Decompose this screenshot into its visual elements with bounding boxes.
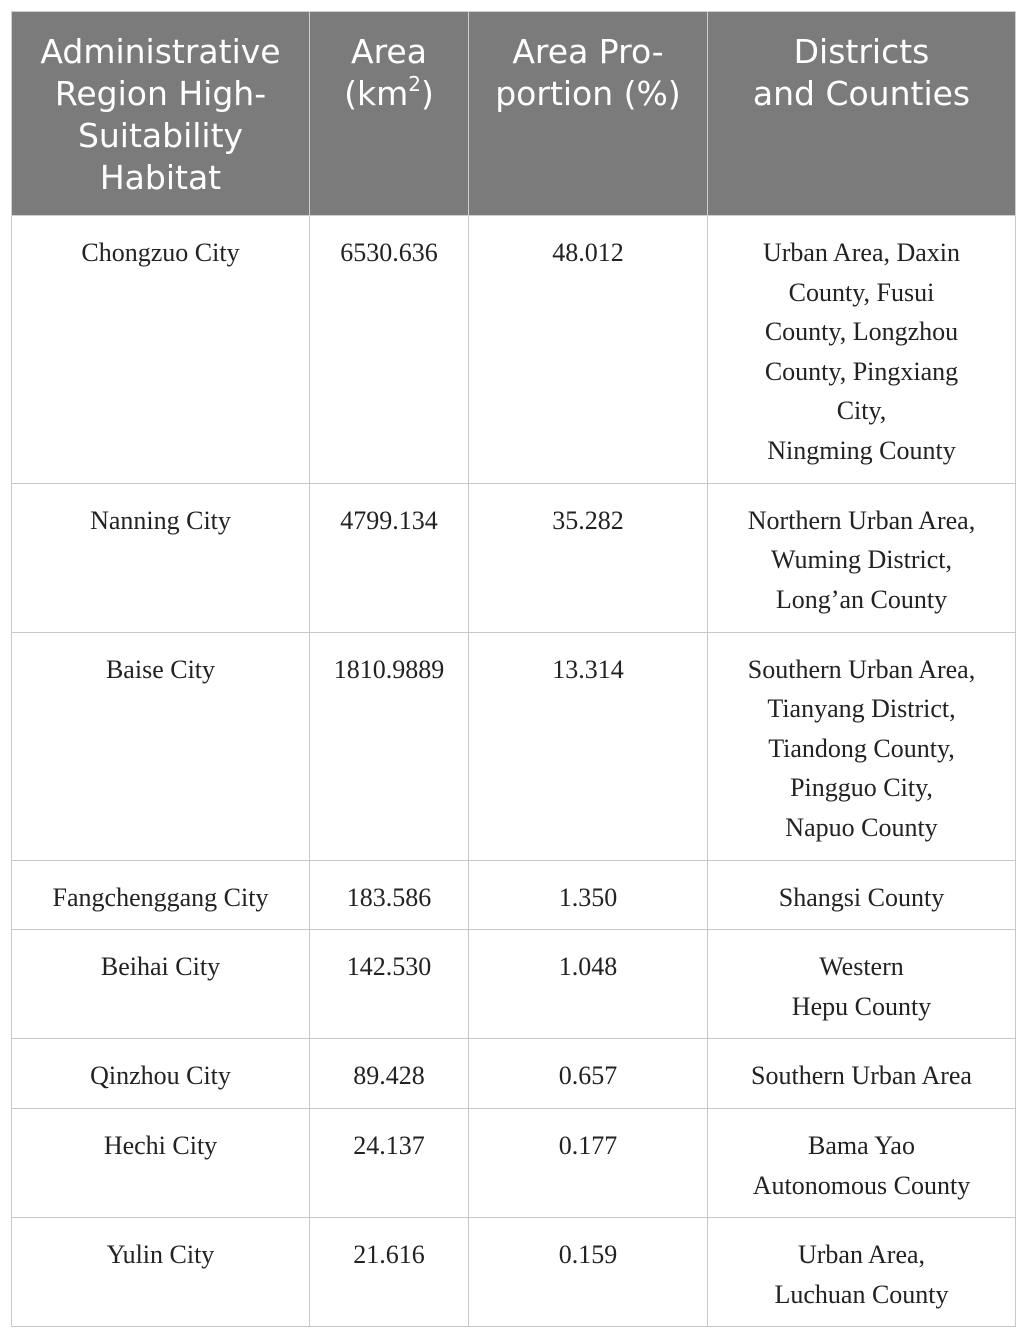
cell-districts bbox=[708, 860, 1016, 930]
cell-proportion: 0.159 bbox=[469, 1218, 708, 1327]
cell-districts bbox=[708, 632, 1016, 860]
table-row bbox=[12, 483, 1016, 632]
header-region-line: Habitat bbox=[99, 158, 222, 197]
district-line: Southern Urban Area, bbox=[747, 654, 976, 684]
cell-area: 4799.134 bbox=[310, 483, 469, 632]
district-line: Urban Area, Daxin bbox=[762, 238, 961, 267]
table-row bbox=[12, 632, 1016, 860]
cell-region: Baise City bbox=[12, 632, 310, 860]
cell-area: 6530.636 bbox=[310, 216, 469, 484]
cell-districts bbox=[708, 1039, 1016, 1109]
habitat-table bbox=[11, 11, 1016, 1327]
cell-region: Yulin City bbox=[12, 1218, 310, 1327]
cell-area: 89.428 bbox=[310, 1039, 469, 1109]
cell-proportion: 35.282 bbox=[469, 483, 708, 632]
cell-districts bbox=[708, 483, 1016, 632]
header-area-unit-close: ) bbox=[421, 74, 434, 113]
header-proportion bbox=[469, 12, 708, 216]
district-line: Luchuan County bbox=[774, 1279, 949, 1309]
cell-districts bbox=[708, 1108, 1016, 1217]
cell-proportion: 1.048 bbox=[469, 930, 708, 1039]
header-districts-line: and Counties bbox=[752, 74, 971, 113]
header-proportion-line: portion (%) bbox=[495, 74, 681, 113]
cell-region: Hechi City bbox=[12, 1108, 310, 1217]
district-line: County, Longzhou bbox=[764, 317, 959, 347]
cell-districts bbox=[708, 1218, 1016, 1327]
cell-region: Beihai City bbox=[12, 930, 310, 1039]
district-line: County, Pingxiang bbox=[764, 356, 959, 386]
cell-proportion: 1.350 bbox=[469, 860, 708, 930]
header-proportion-line: Area Pro- bbox=[512, 32, 664, 71]
district-line: Ningming County bbox=[767, 435, 956, 465]
cell-area: 21.616 bbox=[310, 1218, 469, 1327]
district-line: Southern Urban Area bbox=[751, 1061, 972, 1091]
cell-proportion: 48.012 bbox=[469, 216, 708, 484]
header-region-line: Administrative bbox=[40, 32, 281, 71]
district-line: Pingguo City, bbox=[790, 773, 933, 803]
header-area-unit bbox=[322, 73, 456, 115]
table-header bbox=[12, 12, 1016, 216]
table-row bbox=[12, 860, 1016, 930]
cell-proportion: 0.177 bbox=[469, 1108, 708, 1217]
header-region bbox=[12, 12, 310, 216]
header-region-line: Suitability bbox=[77, 116, 244, 155]
header-area-label: Area bbox=[351, 32, 427, 71]
district-line: Napuo County bbox=[785, 812, 938, 842]
header-region-line: Region High- bbox=[54, 74, 267, 113]
header-districts bbox=[708, 12, 1016, 216]
cell-districts bbox=[708, 930, 1016, 1039]
header-area-unit-text: (km bbox=[344, 74, 409, 113]
cell-districts bbox=[708, 216, 1016, 484]
table-row bbox=[12, 1108, 1016, 1217]
district-line: City, bbox=[836, 396, 887, 426]
district-line: Northern Urban Area, bbox=[747, 505, 976, 535]
cell-proportion: 0.657 bbox=[469, 1039, 708, 1109]
cell-region: Qinzhou City bbox=[12, 1039, 310, 1109]
district-line: Tianyang District, bbox=[767, 694, 956, 724]
district-line: Wuming District, bbox=[771, 545, 952, 575]
header-row bbox=[12, 12, 1016, 216]
table-body bbox=[12, 216, 1016, 1327]
district-line: County, Fusui bbox=[788, 277, 935, 307]
cell-region: Fangchenggang City bbox=[12, 860, 310, 930]
header-districts-line: Districts bbox=[793, 32, 930, 71]
table-row bbox=[12, 930, 1016, 1039]
cell-area: 24.137 bbox=[310, 1108, 469, 1217]
header-area bbox=[310, 12, 469, 216]
cell-area: 1810.9889 bbox=[310, 632, 469, 860]
cell-proportion: 13.314 bbox=[469, 632, 708, 860]
cell-region: Chongzuo City bbox=[12, 216, 310, 484]
district-line: Urban Area, bbox=[797, 1240, 926, 1270]
table-row bbox=[12, 1039, 1016, 1109]
cell-area: 142.530 bbox=[310, 930, 469, 1039]
district-line: Bama Yao bbox=[808, 1130, 915, 1160]
cell-region: Nanning City bbox=[12, 483, 310, 632]
district-line: Hepu County bbox=[791, 991, 932, 1021]
district-line: Tiandong County, bbox=[768, 733, 955, 763]
table-row bbox=[12, 216, 1016, 484]
district-line: Autonomous County bbox=[752, 1170, 971, 1200]
table-row bbox=[12, 1218, 1016, 1327]
district-line: Western bbox=[819, 952, 904, 982]
cell-area: 183.586 bbox=[310, 860, 469, 930]
header-area-unit-superscript: 2 bbox=[408, 72, 421, 96]
district-line: Long’an County bbox=[775, 584, 948, 614]
district-line: Shangsi County bbox=[778, 882, 945, 912]
